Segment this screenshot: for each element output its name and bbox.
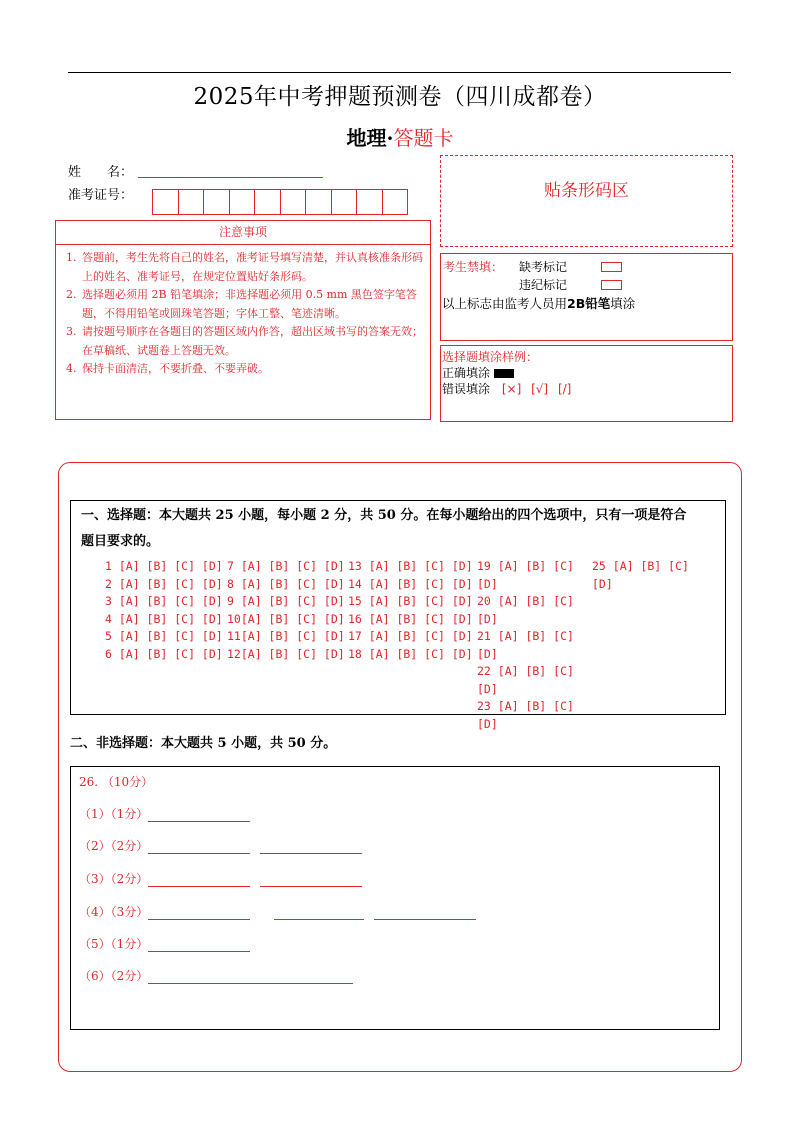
id-digit-box[interactable] — [254, 189, 281, 215]
id-digit-box[interactable] — [382, 189, 409, 215]
name-field[interactable] — [138, 177, 323, 178]
subject-title — [0, 122, 800, 151]
absent-mark-box[interactable] — [601, 262, 622, 272]
correct-fill: 正确填涂 — [442, 364, 514, 381]
mcq-question[interactable]: 19 [A] [B] [C] — [477, 559, 574, 573]
mcq-question[interactable]: 4 [A] [B] [C] [D] — [105, 611, 223, 626]
essay-part: （6）（2分） — [79, 967, 363, 984]
mcq-column-3 — [348, 558, 473, 663]
answer-blank[interactable] — [148, 843, 250, 854]
mcq-question[interactable]: 3 [A] [B] [C] [D] — [105, 594, 223, 608]
answer-blank[interactable] — [260, 876, 362, 887]
essay-part: （3）（2分） — [79, 870, 372, 887]
section2-title: 二、非选择题：本大题共 5 小题，共 50 分。 — [70, 736, 337, 751]
header-rule — [68, 72, 731, 73]
mcq-question[interactable]: 18 [A] [B] [C] [D] — [348, 646, 473, 661]
notice-heading: 注意事项 — [56, 221, 430, 245]
mcq-question[interactable]: [D] — [477, 716, 498, 731]
answer-blank[interactable] — [148, 973, 353, 984]
mcq-question[interactable]: 10[A] [B] [C] [D] — [227, 611, 345, 626]
card-label: 答题卡 — [393, 126, 454, 150]
id-label: 准考证号： — [68, 188, 134, 203]
mcq-question[interactable]: 21 [A] [B] [C] — [477, 629, 574, 643]
mcq-question[interactable]: [D] — [477, 611, 498, 626]
essay-box — [70, 766, 720, 1030]
mcq-question[interactable]: 17 [A] [B] [C] [D] — [348, 629, 473, 643]
sample-title: 选择题填涂样例： — [442, 350, 539, 364]
answer-blank[interactable] — [148, 811, 250, 822]
id-digit-box[interactable] — [229, 189, 256, 215]
mcq-question[interactable]: 1 [A] [B] [C] [D] — [105, 559, 223, 573]
mcq-column-4 — [477, 558, 574, 733]
name-label: 姓 名： — [68, 165, 134, 180]
answer-blank[interactable] — [374, 909, 476, 920]
mcq-question[interactable]: 5 [A] [B] [C] [D] — [105, 629, 223, 643]
notice-item: 2. 选择题必须用 2B 铅笔填涂；非选择题必须用 0.5 mm 黑色签字笔答题，不得用铅笔或圆珠笔答题；字体工整、笔迹清晰。 — [66, 288, 417, 320]
subject-label: 地理· — [346, 126, 394, 150]
answer-blank[interactable] — [260, 843, 362, 854]
notice-item: 1. 答题前，考生先将自己的姓名，准考证号填写清楚，并认真核准条形码上的姓名、准考证号，在规定位置贴好条形码。 — [66, 251, 423, 283]
mcq-question[interactable]: [D] — [477, 681, 498, 696]
wrong-mark: [√] — [531, 382, 549, 396]
mcq-question[interactable]: 13 [A] [B] [C] [D] — [348, 559, 473, 573]
examiner-only-box — [440, 253, 733, 341]
id-digit-box[interactable] — [203, 189, 230, 215]
fill-sample-box — [440, 345, 733, 422]
mcq-question[interactable]: [D] — [592, 576, 613, 591]
wrong-mark: [×] — [501, 382, 522, 396]
mcq-question[interactable]: [D] — [477, 646, 498, 661]
essay-part: （5）（1分） — [79, 935, 260, 952]
mcq-question[interactable]: 6 [A] [B] [C] [D] — [105, 646, 223, 661]
mcq-question[interactable]: 14 [A] [B] [C] [D] — [348, 576, 473, 591]
answer-blank[interactable] — [274, 909, 364, 920]
mcq-question[interactable]: 7 [A] [B] [C] [D] — [227, 559, 345, 573]
notice-box — [55, 220, 431, 420]
question-26-label: 26. （10分） — [79, 775, 154, 789]
mcq-question[interactable]: [D] — [477, 576, 498, 591]
ban-label: 考生禁填： — [443, 260, 504, 274]
notice-item: 4. 保持卡面清洁，不要折叠、不要弄破。 — [66, 362, 269, 375]
mcq-question[interactable]: 12[A] [B] [C] [D] — [227, 646, 345, 661]
mcq-question[interactable]: 9 [A] [B] [C] [D] — [227, 594, 345, 608]
barcode-label: 贴条形码区 — [544, 181, 629, 201]
wrong-fill: 错误填涂 [×] [√] [/] — [442, 382, 572, 396]
mcq-question[interactable]: 8 [A] [B] [C] [D] — [227, 576, 345, 591]
mcq-question[interactable]: 16 [A] [B] [C] [D] — [348, 611, 473, 626]
violation-label: 违纪标记 — [519, 278, 568, 292]
wrong-mark: [/] — [557, 382, 572, 396]
id-digit-box[interactable] — [331, 189, 358, 215]
id-digit-box[interactable] — [305, 189, 332, 215]
answer-blank[interactable] — [148, 909, 250, 920]
mcq-question[interactable]: 20 [A] [B] [C] — [477, 594, 574, 608]
mcq-column-2 — [227, 558, 345, 663]
id-digit-box[interactable] — [356, 189, 383, 215]
mcq-question[interactable]: 11[A] [B] [C] [D] — [227, 629, 345, 643]
id-digit-box[interactable] — [152, 189, 179, 215]
id-number-boxes — [152, 189, 407, 215]
violation-mark-box[interactable] — [601, 280, 622, 290]
essay-part: （2）（2分） — [79, 837, 372, 854]
mcq-question[interactable]: 23 [A] [B] [C] — [477, 699, 574, 713]
mcq-question[interactable]: 25 [A] [B] [C] — [592, 559, 689, 573]
mcq-column-1 — [105, 558, 223, 663]
multiple-choice-box — [70, 500, 726, 731]
answer-blank[interactable] — [148, 941, 250, 952]
filled-mark-icon — [494, 369, 514, 378]
answer-blank[interactable] — [148, 876, 250, 887]
page-title: 2025年中考押题预测卷（四川成都卷） — [193, 84, 607, 110]
id-digit-box[interactable] — [280, 189, 307, 215]
mcq-question[interactable]: 2 [A] [B] [C] [D] — [105, 576, 223, 591]
absent-label: 缺考标记 — [519, 260, 568, 274]
barcode-area — [440, 155, 733, 247]
essay-part: （4）（3分） — [79, 903, 486, 920]
mcq-column-5 — [592, 558, 689, 593]
notice-item: 3. 请按题号顺序在各题目的答题区域内作答，超出区域书写的答案无效；在草稿纸、试题卷上答题无效。 — [66, 325, 423, 357]
notice-list — [62, 249, 428, 379]
mcq-question[interactable]: 22 [A] [B] [C] — [477, 664, 574, 678]
mcq-question[interactable]: 15 [A] [B] [C] [D] — [348, 594, 473, 608]
ban-note: 以上标志由监考人员用2B铅笔填涂 — [442, 296, 636, 311]
section1-title: 一、选择题：本大题共 25 小题，每小题 2 分，共 50 分。在每小题给出的四个选项中，只有一项是符合 题目要求的。 — [81, 508, 687, 549]
id-digit-box[interactable] — [178, 189, 205, 215]
essay-part: （1）（1分） — [79, 805, 260, 822]
